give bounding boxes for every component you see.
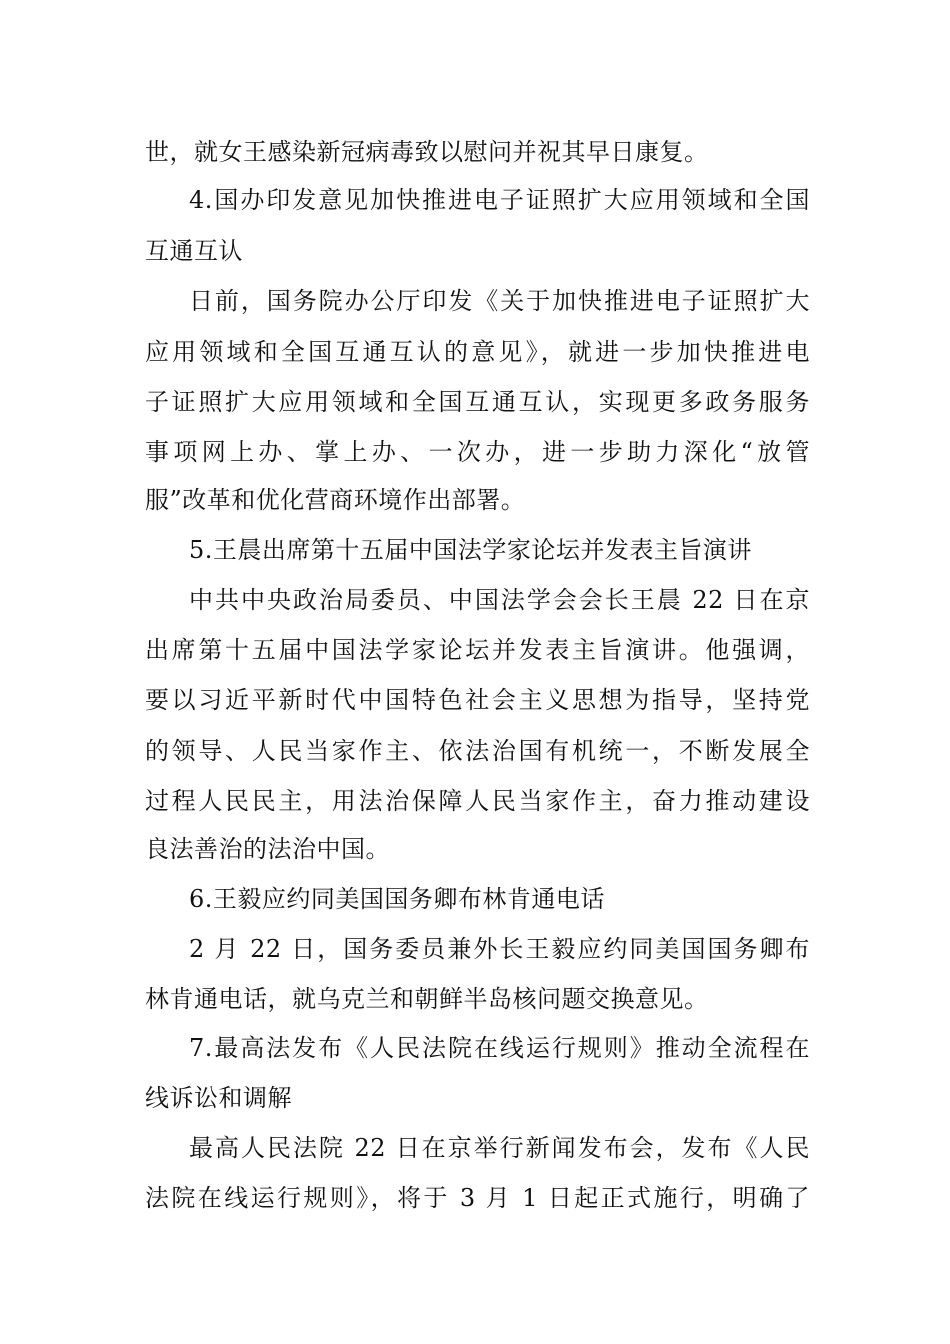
paragraph-line: 中共中央政治局委员、中国法学会会长王晨 22 日在京 <box>189 586 810 614</box>
paragraph-line: 世，就女王感染新冠病毒致以慰问并祝其早日康复。 <box>145 138 709 166</box>
paragraph-line: 2 月 22 日，国务委员兼外长王毅应约同美国国务卿布 <box>189 935 810 963</box>
paragraph-line: 出席第十五届中国法学家论坛并发表主旨演讲。他强调， <box>145 636 810 664</box>
paragraph-line: 法院在线运行规则》，将于 3 月 1 日起正式施行，明确了 <box>145 1184 810 1212</box>
paragraph-line: 的领导、人民当家作主、依法治国有机统一，不断发展全 <box>145 737 810 765</box>
paragraph-line: 日前，国务院办公厅印发《关于加快推进电子证照扩大 <box>189 287 810 315</box>
paragraph-line: 良法善治的法治中国。 <box>145 835 390 863</box>
paragraph-line: 最高人民法院 22 日在京举行新闻发布会，发布《人民 <box>189 1134 810 1162</box>
paragraph-line: 林肯通电话，就乌克兰和朝鲜半岛核问题交换意见。 <box>145 985 709 1013</box>
paragraph-line: 子证照扩大应用领域和全国互通互认，实现更多政务服务 <box>145 388 810 416</box>
heading-item-6: 6.王毅应约同美国国务卿布林肯通电话 <box>189 885 605 913</box>
heading-item-7: 7.最高法发布《人民法院在线运行规则》推动全流程在 <box>189 1034 810 1062</box>
paragraph-line: 应用领域和全国互通互认的意见》，就进一步加快推进电 <box>145 338 810 366</box>
heading-item-5: 5.王晨出席第十五届中国法学家论坛并发表主旨演讲 <box>189 536 752 564</box>
heading-item-4-cont: 互通互认 <box>145 237 243 265</box>
paragraph-line: 事项网上办、掌上办、一次办，进一步助力深化“放管 <box>145 438 810 466</box>
paragraph-line: 要以习近平新时代中国特色社会主义思想为指导，坚持党 <box>145 686 810 714</box>
paragraph-line: 服”改革和优化营商环境作出部署。 <box>145 486 526 514</box>
heading-item-4: 4.国办印发意见加快推进电子证照扩大应用领域和全国 <box>189 186 810 214</box>
heading-item-7-cont: 线诉讼和调解 <box>145 1084 292 1112</box>
paragraph-line: 过程人民民主，用法治保障人民当家作主，奋力推动建设 <box>145 787 810 815</box>
